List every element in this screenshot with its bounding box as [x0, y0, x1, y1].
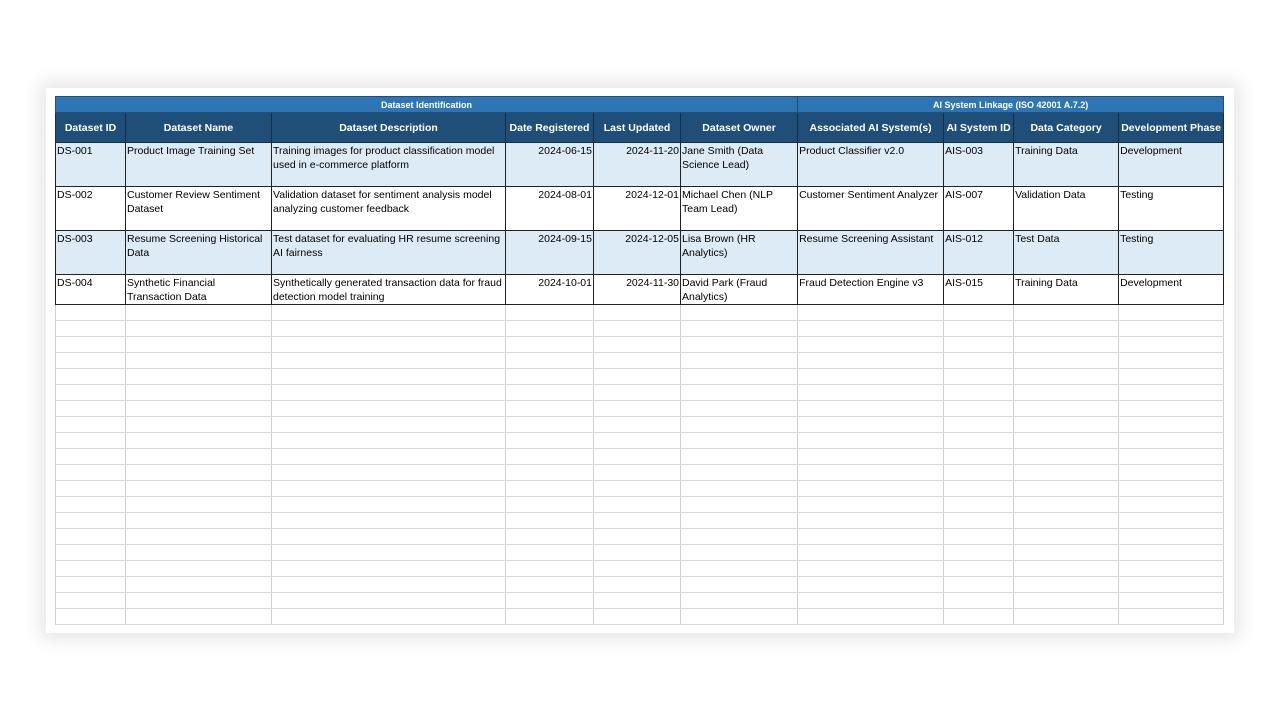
empty-cell[interactable]	[1014, 545, 1119, 561]
empty-cell[interactable]	[798, 433, 944, 449]
empty-cell[interactable]	[681, 593, 798, 609]
column-header-data-category[interactable]: Data Category	[1014, 113, 1119, 143]
empty-cell[interactable]	[1119, 305, 1224, 321]
table-row	[56, 275, 1224, 305]
cell-dataset-id[interactable]: DS-002	[56, 187, 126, 231]
empty-cell[interactable]	[944, 449, 1014, 465]
group-header-row	[56, 97, 1224, 113]
empty-cell[interactable]	[798, 465, 944, 481]
empty-cell[interactable]	[944, 529, 1014, 545]
empty-cell[interactable]	[594, 305, 681, 321]
empty-cell[interactable]	[944, 561, 1014, 577]
cell-dataset-owner[interactable]: Lisa Brown (HR Analytics)	[681, 231, 798, 275]
cell-data-category[interactable]: Training Data	[1014, 275, 1119, 305]
empty-cell[interactable]	[126, 561, 272, 577]
empty-cell[interactable]	[126, 497, 272, 513]
empty-cell[interactable]	[126, 433, 272, 449]
cell-dataset-description[interactable]: Validation dataset for sentiment analysis model analyzing customer feedback	[272, 187, 506, 231]
empty-cell[interactable]	[681, 433, 798, 449]
empty-cell[interactable]	[272, 577, 506, 593]
empty-cell[interactable]	[944, 577, 1014, 593]
empty-cell[interactable]	[506, 369, 594, 385]
empty-cell[interactable]	[594, 513, 681, 529]
empty-cell[interactable]	[126, 337, 272, 353]
empty-cell[interactable]	[944, 433, 1014, 449]
empty-cell[interactable]	[126, 449, 272, 465]
empty-row	[56, 513, 1224, 529]
empty-cell[interactable]	[798, 369, 944, 385]
empty-cell[interactable]	[1119, 593, 1224, 609]
empty-cell[interactable]	[798, 321, 944, 337]
empty-cell[interactable]	[1014, 321, 1119, 337]
empty-row	[56, 481, 1224, 497]
empty-cell[interactable]	[594, 545, 681, 561]
empty-cell[interactable]	[126, 465, 272, 481]
column-header-development-phase[interactable]: Development Phase	[1119, 113, 1224, 143]
empty-cell[interactable]	[126, 577, 272, 593]
empty-cell[interactable]	[272, 401, 506, 417]
empty-cell[interactable]	[798, 449, 944, 465]
empty-cell[interactable]	[126, 321, 272, 337]
empty-cell[interactable]	[944, 593, 1014, 609]
empty-cell[interactable]	[1119, 449, 1224, 465]
empty-cell[interactable]	[506, 497, 594, 513]
cell-dataset-description[interactable]: Synthetically generated transaction data for fraud detection model training	[272, 275, 506, 305]
empty-row	[56, 497, 1224, 513]
empty-rows	[56, 305, 1224, 625]
cell-development-phase[interactable]: Development	[1119, 143, 1224, 187]
empty-cell[interactable]	[944, 353, 1014, 369]
empty-cell[interactable]	[126, 305, 272, 321]
empty-row	[56, 593, 1224, 609]
empty-cell[interactable]	[126, 513, 272, 529]
empty-cell[interactable]	[681, 401, 798, 417]
empty-cell[interactable]	[1119, 321, 1224, 337]
empty-cell[interactable]	[1014, 305, 1119, 321]
cell-development-phase[interactable]: Testing	[1119, 187, 1224, 231]
empty-row	[56, 545, 1224, 561]
empty-cell[interactable]	[126, 369, 272, 385]
empty-cell[interactable]	[1014, 369, 1119, 385]
empty-cell[interactable]	[126, 385, 272, 401]
empty-cell[interactable]	[56, 465, 126, 481]
empty-cell[interactable]	[506, 529, 594, 545]
empty-cell[interactable]	[506, 545, 594, 561]
empty-row	[56, 561, 1224, 577]
empty-cell[interactable]	[1014, 433, 1119, 449]
empty-cell[interactable]	[798, 497, 944, 513]
empty-cell[interactable]	[681, 577, 798, 593]
empty-cell[interactable]	[272, 305, 506, 321]
empty-cell[interactable]	[1014, 481, 1119, 497]
empty-cell[interactable]	[506, 305, 594, 321]
empty-cell[interactable]	[506, 593, 594, 609]
empty-cell[interactable]	[594, 497, 681, 513]
empty-row	[56, 321, 1224, 337]
column-header-dataset-description[interactable]: Dataset Description	[272, 113, 506, 143]
empty-cell[interactable]	[506, 353, 594, 369]
table-row	[56, 187, 1224, 231]
empty-cell[interactable]	[56, 481, 126, 497]
cell-dataset-name[interactable]: Product Image Training Set	[126, 143, 272, 187]
empty-cell[interactable]	[681, 369, 798, 385]
empty-cell[interactable]	[506, 577, 594, 593]
empty-cell[interactable]	[506, 321, 594, 337]
empty-cell[interactable]	[798, 481, 944, 497]
empty-cell[interactable]	[798, 593, 944, 609]
empty-cell[interactable]	[1119, 513, 1224, 529]
empty-cell[interactable]	[272, 513, 506, 529]
empty-cell[interactable]	[1014, 401, 1119, 417]
empty-cell[interactable]	[1119, 401, 1224, 417]
cell-dataset-name[interactable]: Synthetic Financial Transaction Data	[126, 275, 272, 305]
cell-ai-system-id[interactable]: AIS-007	[944, 187, 1014, 231]
empty-cell[interactable]	[126, 353, 272, 369]
empty-cell[interactable]	[506, 481, 594, 497]
empty-cell[interactable]	[798, 561, 944, 577]
empty-cell[interactable]	[1119, 545, 1224, 561]
cell-dataset-owner[interactable]: David Park (Fraud Analytics)	[681, 275, 798, 305]
empty-cell[interactable]	[272, 353, 506, 369]
empty-row	[56, 385, 1224, 401]
empty-cell[interactable]	[506, 337, 594, 353]
empty-cell[interactable]	[272, 369, 506, 385]
column-header-date-registered[interactable]: Date Registered	[506, 113, 594, 143]
empty-row	[56, 401, 1224, 417]
column-header-dataset-id[interactable]: Dataset ID	[56, 113, 126, 143]
empty-cell[interactable]	[126, 529, 272, 545]
spreadsheet-sheet	[46, 88, 1234, 633]
cell-ai-system-id[interactable]: AIS-015	[944, 275, 1014, 305]
empty-cell[interactable]	[56, 593, 126, 609]
empty-cell[interactable]	[56, 561, 126, 577]
empty-cell[interactable]	[681, 321, 798, 337]
empty-cell[interactable]	[126, 417, 272, 433]
cell-dataset-id[interactable]: DS-004	[56, 275, 126, 305]
empty-cell[interactable]	[1119, 369, 1224, 385]
empty-row	[56, 449, 1224, 465]
empty-cell[interactable]	[681, 513, 798, 529]
empty-cell[interactable]	[681, 465, 798, 481]
empty-row	[56, 465, 1224, 481]
empty-cell[interactable]	[798, 417, 944, 433]
empty-cell[interactable]	[681, 529, 798, 545]
empty-cell[interactable]	[506, 433, 594, 449]
empty-cell[interactable]	[272, 465, 506, 481]
empty-cell[interactable]	[594, 353, 681, 369]
empty-cell[interactable]	[594, 577, 681, 593]
cell-date-registered[interactable]: 2024-09-15	[506, 231, 594, 275]
table-row	[56, 231, 1224, 275]
column-header-ai-system-id[interactable]: AI System ID	[944, 113, 1014, 143]
empty-cell[interactable]	[1119, 609, 1224, 625]
empty-cell[interactable]	[506, 449, 594, 465]
cell-last-updated[interactable]: 2024-11-30	[594, 275, 681, 305]
empty-cell[interactable]	[681, 305, 798, 321]
empty-cell[interactable]	[56, 529, 126, 545]
cell-dataset-id[interactable]: DS-001	[56, 143, 126, 187]
empty-row	[56, 609, 1224, 625]
empty-cell[interactable]	[126, 609, 272, 625]
empty-cell[interactable]	[272, 561, 506, 577]
empty-cell[interactable]	[1014, 561, 1119, 577]
empty-cell[interactable]	[56, 609, 126, 625]
empty-cell[interactable]	[944, 465, 1014, 481]
cell-ai-system-id[interactable]: AIS-012	[944, 231, 1014, 275]
cell-dataset-description[interactable]: Test dataset for evaluating HR resume screening AI fairness	[272, 231, 506, 275]
column-header-row	[56, 113, 1224, 143]
empty-cell[interactable]	[506, 465, 594, 481]
empty-cell[interactable]	[506, 609, 594, 625]
empty-cell[interactable]	[272, 593, 506, 609]
empty-cell[interactable]	[506, 385, 594, 401]
empty-cell[interactable]	[1119, 465, 1224, 481]
empty-cell[interactable]	[594, 449, 681, 465]
empty-cell[interactable]	[1014, 385, 1119, 401]
empty-cell[interactable]	[944, 545, 1014, 561]
cell-date-registered[interactable]: 2024-06-15	[506, 143, 594, 187]
empty-cell[interactable]	[506, 401, 594, 417]
empty-cell[interactable]	[56, 433, 126, 449]
cell-dataset-id[interactable]: DS-003	[56, 231, 126, 275]
group-header-ai-system-linkage[interactable]: AI System Linkage (ISO 42001 A.7.2)	[798, 97, 1224, 113]
cell-associated-ai-system[interactable]: Customer Sentiment Analyzer	[798, 187, 944, 231]
empty-cell[interactable]	[56, 337, 126, 353]
empty-cell[interactable]	[1014, 593, 1119, 609]
cell-associated-ai-system[interactable]: Product Classifier v2.0	[798, 143, 944, 187]
empty-cell[interactable]	[798, 401, 944, 417]
empty-cell[interactable]	[1119, 417, 1224, 433]
empty-cell[interactable]	[56, 369, 126, 385]
empty-cell[interactable]	[1119, 433, 1224, 449]
empty-cell[interactable]	[594, 529, 681, 545]
empty-cell[interactable]	[944, 513, 1014, 529]
empty-row	[56, 417, 1224, 433]
cell-data-category[interactable]: Test Data	[1014, 231, 1119, 275]
empty-cell[interactable]	[594, 401, 681, 417]
cell-development-phase[interactable]: Testing	[1119, 231, 1224, 275]
empty-cell[interactable]	[798, 545, 944, 561]
cell-data-category[interactable]: Training Data	[1014, 143, 1119, 187]
empty-row	[56, 529, 1224, 545]
empty-cell[interactable]	[681, 385, 798, 401]
empty-cell[interactable]	[681, 609, 798, 625]
empty-cell[interactable]	[594, 481, 681, 497]
empty-cell[interactable]	[594, 593, 681, 609]
dataset-register-table	[55, 96, 1224, 625]
cell-last-updated[interactable]: 2024-11-20	[594, 143, 681, 187]
empty-cell[interactable]	[56, 417, 126, 433]
column-header-last-updated[interactable]: Last Updated	[594, 113, 681, 143]
empty-cell[interactable]	[272, 497, 506, 513]
empty-cell[interactable]	[56, 353, 126, 369]
cell-associated-ai-system[interactable]: Fraud Detection Engine v3	[798, 275, 944, 305]
empty-cell[interactable]	[272, 337, 506, 353]
empty-cell[interactable]	[594, 433, 681, 449]
empty-cell[interactable]	[272, 609, 506, 625]
empty-cell[interactable]	[272, 529, 506, 545]
empty-cell[interactable]	[681, 337, 798, 353]
empty-cell[interactable]	[1014, 353, 1119, 369]
cell-ai-system-id[interactable]: AIS-003	[944, 143, 1014, 187]
empty-cell[interactable]	[1119, 337, 1224, 353]
empty-cell[interactable]	[594, 609, 681, 625]
empty-cell[interactable]	[1014, 497, 1119, 513]
empty-cell[interactable]	[56, 497, 126, 513]
empty-row	[56, 577, 1224, 593]
column-header-dataset-owner[interactable]: Dataset Owner	[681, 113, 798, 143]
empty-cell[interactable]	[1014, 529, 1119, 545]
cell-dataset-owner[interactable]: Jane Smith (Data Science Lead)	[681, 143, 798, 187]
empty-cell[interactable]	[798, 577, 944, 593]
empty-cell[interactable]	[594, 321, 681, 337]
empty-cell[interactable]	[1119, 385, 1224, 401]
empty-cell[interactable]	[798, 337, 944, 353]
cell-dataset-name[interactable]: Customer Review Sentiment Dataset	[126, 187, 272, 231]
empty-cell[interactable]	[126, 593, 272, 609]
empty-cell[interactable]	[56, 321, 126, 337]
empty-cell[interactable]	[56, 305, 126, 321]
empty-cell[interactable]	[944, 305, 1014, 321]
empty-cell[interactable]	[594, 465, 681, 481]
empty-cell[interactable]	[798, 353, 944, 369]
empty-cell[interactable]	[1119, 481, 1224, 497]
cell-dataset-description[interactable]: Training images for product classification model used in e-commerce platform	[272, 143, 506, 187]
group-header-dataset-identification[interactable]: Dataset Identification	[56, 97, 798, 113]
empty-cell[interactable]	[681, 561, 798, 577]
empty-cell[interactable]	[798, 513, 944, 529]
empty-cell[interactable]	[681, 417, 798, 433]
empty-cell[interactable]	[1014, 417, 1119, 433]
empty-cell[interactable]	[126, 401, 272, 417]
empty-cell[interactable]	[272, 481, 506, 497]
empty-cell[interactable]	[272, 385, 506, 401]
cell-associated-ai-system[interactable]: Resume Screening Assistant	[798, 231, 944, 275]
empty-row	[56, 369, 1224, 385]
cell-data-category[interactable]: Validation Data	[1014, 187, 1119, 231]
empty-cell[interactable]	[1119, 561, 1224, 577]
empty-cell[interactable]	[272, 321, 506, 337]
empty-cell[interactable]	[1014, 449, 1119, 465]
empty-cell[interactable]	[56, 401, 126, 417]
empty-cell[interactable]	[944, 369, 1014, 385]
empty-cell[interactable]	[1119, 577, 1224, 593]
empty-cell[interactable]	[798, 305, 944, 321]
empty-cell[interactable]	[681, 545, 798, 561]
empty-cell[interactable]	[594, 417, 681, 433]
empty-cell[interactable]	[944, 481, 1014, 497]
empty-cell[interactable]	[56, 385, 126, 401]
empty-cell[interactable]	[56, 513, 126, 529]
empty-cell[interactable]	[944, 337, 1014, 353]
empty-cell[interactable]	[272, 433, 506, 449]
empty-cell[interactable]	[681, 449, 798, 465]
empty-row	[56, 337, 1224, 353]
empty-cell[interactable]	[944, 417, 1014, 433]
empty-cell[interactable]	[681, 481, 798, 497]
cell-last-updated[interactable]: 2024-12-05	[594, 231, 681, 275]
empty-cell[interactable]	[944, 497, 1014, 513]
empty-cell[interactable]	[506, 513, 594, 529]
empty-row	[56, 353, 1224, 369]
empty-cell[interactable]	[272, 417, 506, 433]
table-row	[56, 143, 1224, 187]
cell-dataset-owner[interactable]: Michael Chen (NLP Team Lead)	[681, 187, 798, 231]
empty-cell[interactable]	[1014, 337, 1119, 353]
cell-date-registered[interactable]: 2024-08-01	[506, 187, 594, 231]
empty-cell[interactable]	[272, 449, 506, 465]
empty-cell[interactable]	[1014, 609, 1119, 625]
empty-cell[interactable]	[798, 529, 944, 545]
empty-cell[interactable]	[681, 497, 798, 513]
empty-cell[interactable]	[944, 321, 1014, 337]
empty-cell[interactable]	[1119, 529, 1224, 545]
empty-cell[interactable]	[506, 417, 594, 433]
empty-row	[56, 433, 1224, 449]
empty-row	[56, 305, 1224, 321]
cell-dataset-name[interactable]: Resume Screening Historical Data	[126, 231, 272, 275]
empty-cell[interactable]	[126, 545, 272, 561]
empty-cell[interactable]	[1119, 497, 1224, 513]
empty-cell[interactable]	[1014, 465, 1119, 481]
empty-cell[interactable]	[594, 561, 681, 577]
empty-cell[interactable]	[594, 369, 681, 385]
empty-cell[interactable]	[944, 401, 1014, 417]
empty-cell[interactable]	[594, 337, 681, 353]
empty-cell[interactable]	[594, 385, 681, 401]
empty-cell[interactable]	[681, 353, 798, 369]
cell-last-updated[interactable]: 2024-12-01	[594, 187, 681, 231]
empty-cell[interactable]	[1014, 513, 1119, 529]
empty-cell[interactable]	[56, 449, 126, 465]
cell-date-registered[interactable]: 2024-10-01	[506, 275, 594, 305]
empty-cell[interactable]	[272, 545, 506, 561]
empty-cell[interactable]	[944, 385, 1014, 401]
empty-cell[interactable]	[56, 577, 126, 593]
empty-cell[interactable]	[56, 545, 126, 561]
empty-cell[interactable]	[944, 609, 1014, 625]
empty-cell[interactable]	[506, 561, 594, 577]
empty-cell[interactable]	[798, 609, 944, 625]
column-header-dataset-name[interactable]: Dataset Name	[126, 113, 272, 143]
column-header-associated-ai-systems[interactable]: Associated AI System(s)	[798, 113, 944, 143]
empty-cell[interactable]	[1119, 353, 1224, 369]
empty-cell[interactable]	[126, 481, 272, 497]
cell-development-phase[interactable]: Development	[1119, 275, 1224, 305]
empty-cell[interactable]	[798, 385, 944, 401]
empty-cell[interactable]	[1014, 577, 1119, 593]
